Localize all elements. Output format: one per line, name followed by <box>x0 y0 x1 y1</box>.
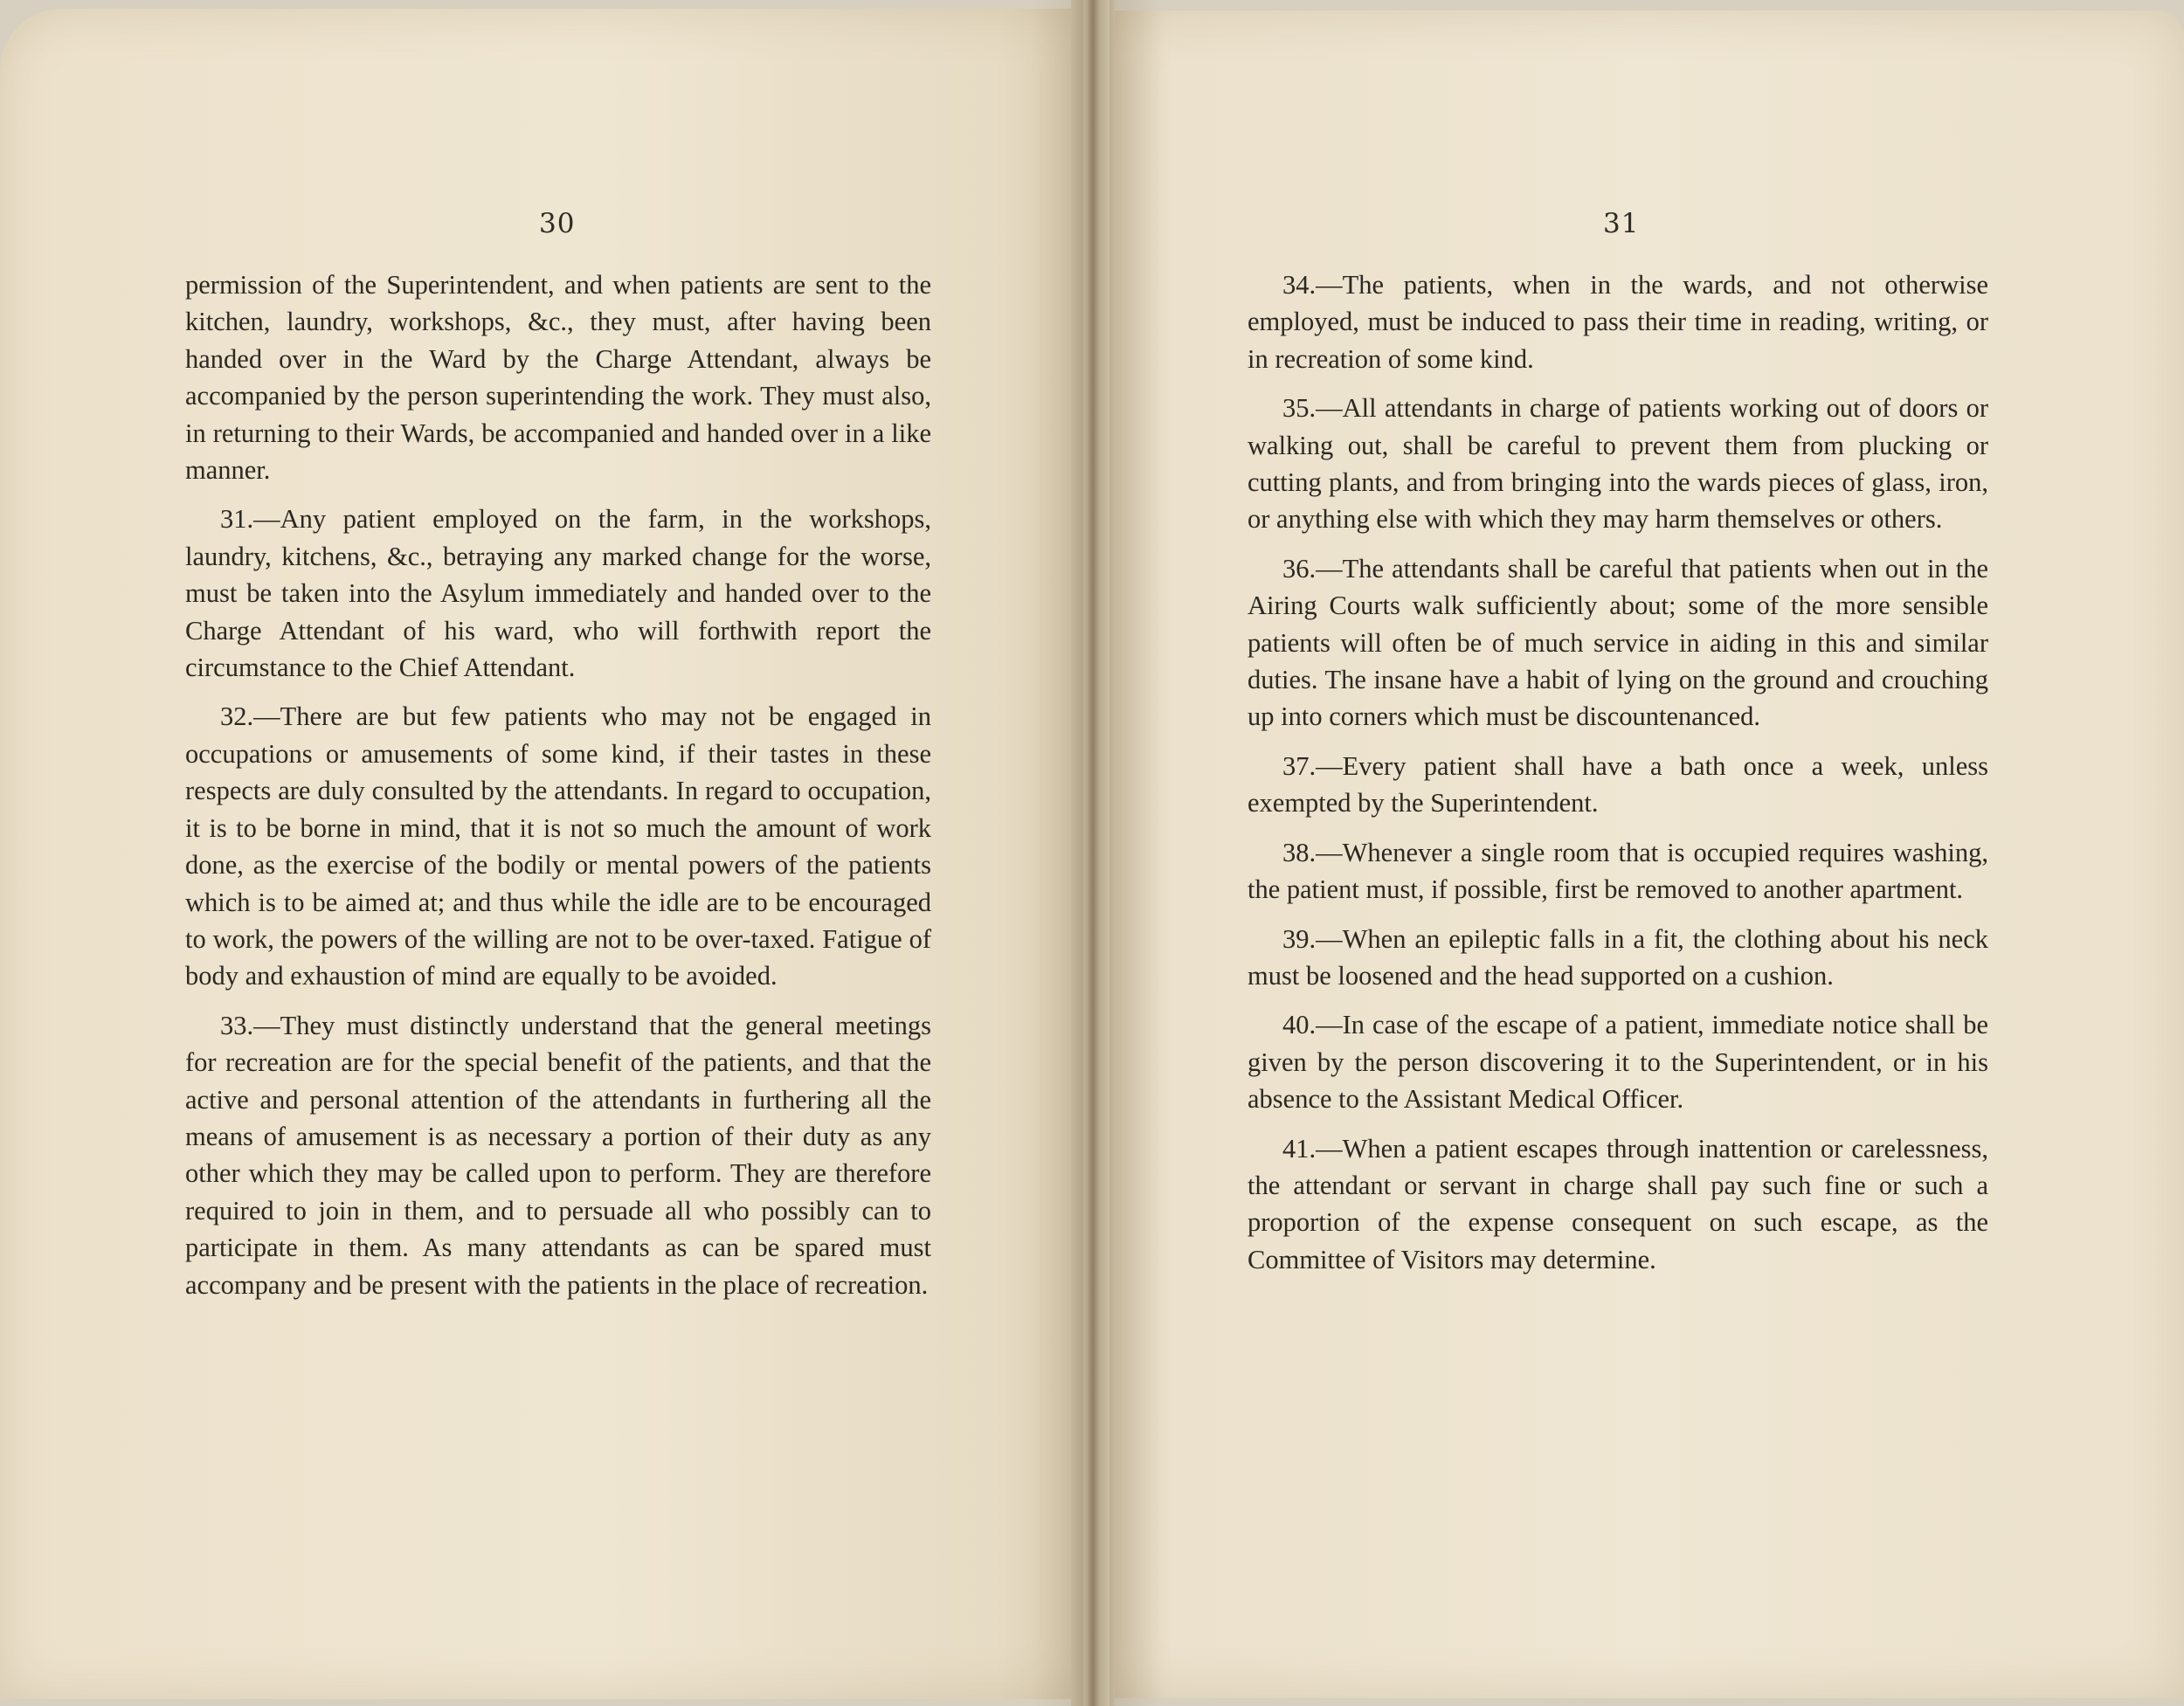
rule-34: 34.—The patients, when in the wards, and not otherwise employed, must be induced to pass their time in reading, writing, or in recreation of some kind. <box>1248 270 1988 374</box>
right-page-number: 31 <box>1603 208 1640 239</box>
right-page-text <box>1248 266 1988 1290</box>
rule-33: 33.—They must distinctly understand that the general meetings for recreation are for the special benefit of the patients, and that the active and personal attention of the attendants in furthering all the means of amusement is as necessary a portion of their duty as any other which they may be called upon to perform. They are therefore required to join in them, and to persuade all who possibly can to participate in them. As many attendants as can be spared must accompany and be present with the patients in the place of recreation. <box>185 1010 931 1300</box>
paragraph-continued: permission of the Superintendent, and when patients are sent to the kitchen, laundry, workshops, &c., they must, after having been handed over in the Ward by the Charge Attendant, always be accompanied by the person superintending the work. They must also, in returning to their Wards, be accompanied and handed over in a like manner. <box>185 270 931 486</box>
rule-35: 35.—All attendants in charge of patients working out of doors or walking out, shall be careful to prevent them from plucking or cutting plants, and from bringing into the wards pieces of glass, iron, or anything else with which they may harm themselves or others. <box>1248 393 1988 535</box>
rule-41: 41.—When a patient escapes through inattention or carelessness, the attendant or servant in charge shall pay such fine or such a proportion of the expense consequent on such escape, as the Committee of Visitors may determine. <box>1248 1133 1988 1274</box>
rule-31: 31.—Any patient employed on the farm, in the workshops, laundry, kitchens, &c., betraying any marked change for the worse, must be taken into the Asylum immediately and handed over to the Charge Attendant of his ward, who will forthwith report the circumstance to the Chief Attendant. <box>185 504 931 683</box>
rule-36: 36.—The attendants shall be careful that patients when out in the Airing Courts walk sufficiently about; some of the more sensible patients will often be of much service in aiding in this and similar duties. The insane have a habit of lying on the ground and crouching up into corners which must be discountenanced. <box>1248 553 1988 732</box>
left-fold-shadow <box>1031 0 1083 1706</box>
left-page-number: 30 <box>539 208 576 239</box>
rule-32: 32.—There are but few patients who may not be engaged in occupations or amusements of some kind, if their tastes in these respects are duly consulted by the attendants. In regard to occupation, it is to be borne in mind, that it is not so much the amount of work done, as the exercise of the bodily or mental powers of the patients which is to be aimed at; and thus while the idle are to be encouraged to work, the powers of the willing are not to be over-taxed. Fatigue of body and exhaustion of mind are equally to be avoided. <box>185 701 931 991</box>
rule-37: 37.—Every patient shall have a bath once a week, unless exempted by the Superintendent. <box>1248 750 1988 818</box>
right-fold-shadow <box>1109 0 1162 1706</box>
left-page-text <box>185 266 931 1316</box>
rule-39: 39.—When an epileptic falls in a fit, the clothing about his neck must be loosened and the head supported on a cushion. <box>1248 923 1988 991</box>
rule-38: 38.—Whenever a single room that is occupied requires washing, the patient must, if possible, first be removed to another apartment. <box>1248 837 1988 905</box>
rule-40: 40.—In case of the escape of a patient, immediate notice shall be given by the person discovering it to the Superintendent, or in his absence to the Assistant Medical Officer. <box>1248 1010 1988 1115</box>
